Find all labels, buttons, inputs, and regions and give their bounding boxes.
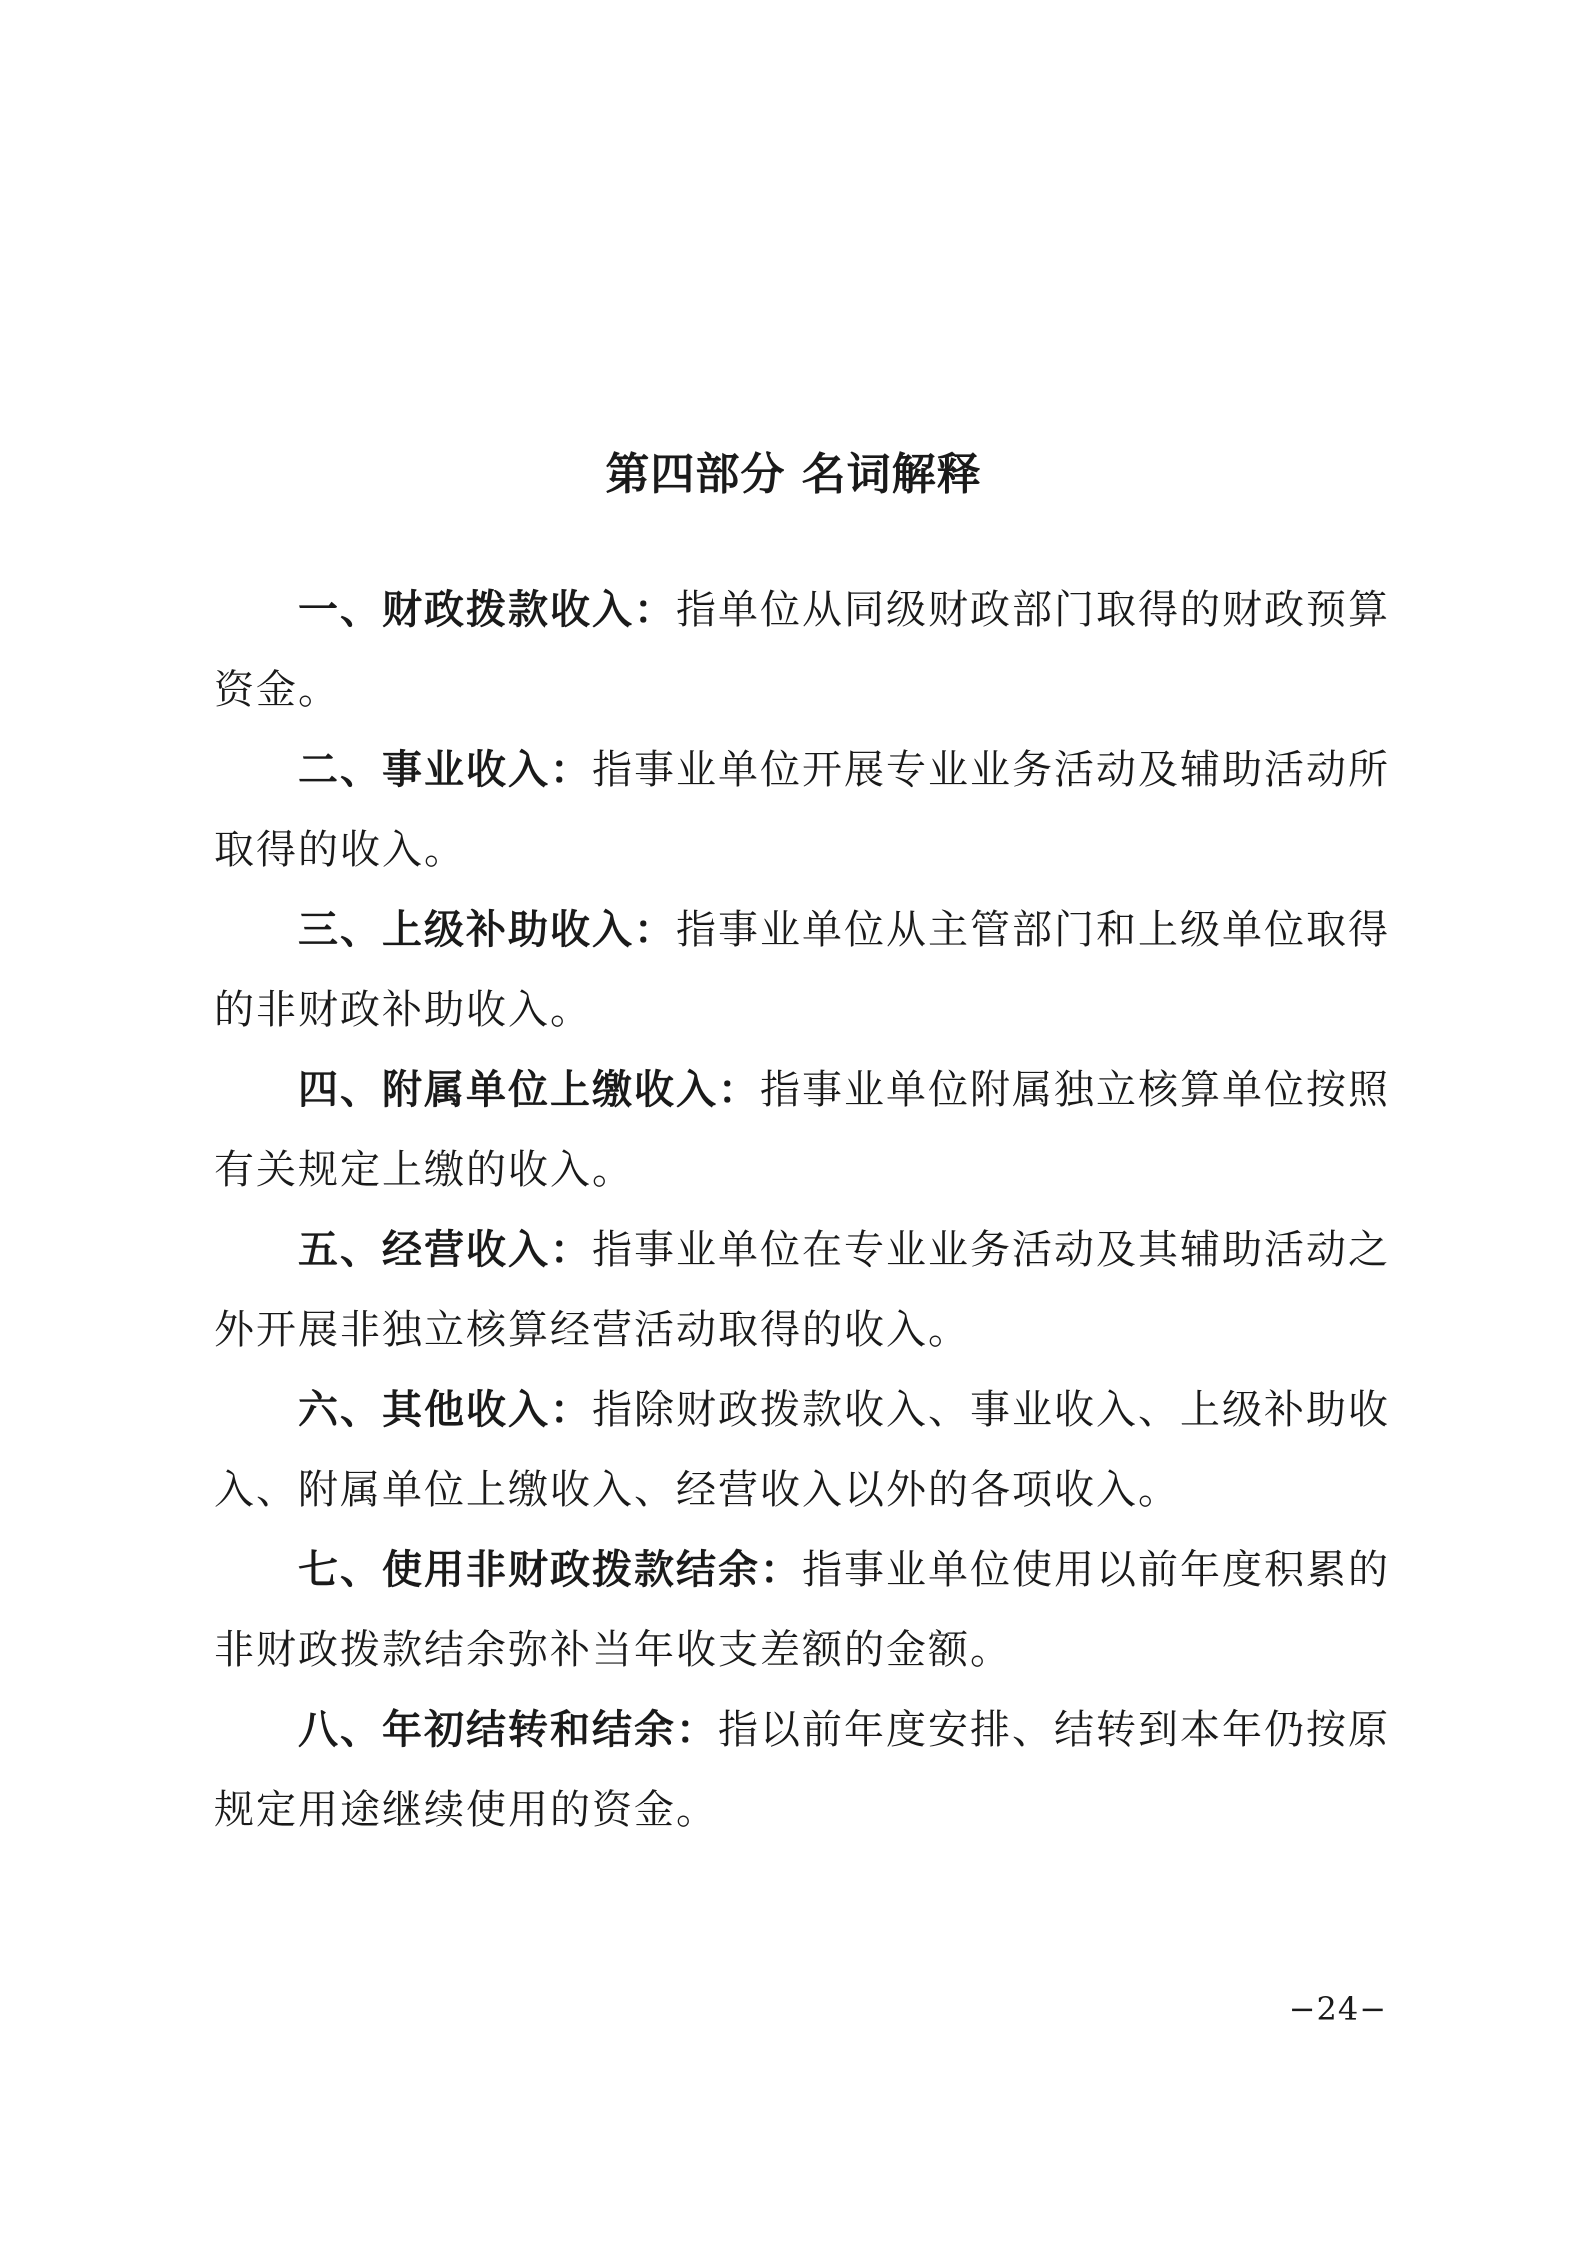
page-number: −24− bbox=[1288, 1990, 1387, 2028]
glossary-term: 一、财政拨款收入： bbox=[298, 587, 676, 633]
glossary-definition: 指单位从同级财政部门取得的财政预算资金。 bbox=[214, 587, 1390, 713]
glossary-definition: 指事业单位在专业业务活动及其辅助活动之外开展非独立核算经营活动取得的收入。 bbox=[214, 1227, 1390, 1353]
glossary-item bbox=[214, 1690, 1390, 1850]
glossary-definition: 指以前年度安排、结转到本年仍按原规定用途继续使用的资金。 bbox=[214, 1707, 1390, 1833]
glossary-term: 六、其他收入： bbox=[298, 1387, 592, 1433]
glossary-term: 四、附属单位上缴收入： bbox=[298, 1067, 760, 1113]
glossary-item bbox=[214, 1370, 1390, 1530]
glossary-term: 八、年初结转和结余： bbox=[298, 1707, 718, 1753]
glossary-item bbox=[214, 1530, 1390, 1690]
glossary-list bbox=[214, 570, 1390, 1850]
glossary-item bbox=[214, 890, 1390, 1050]
glossary-definition: 指事业单位开展专业业务活动及辅助活动所取得的收入。 bbox=[214, 747, 1390, 873]
glossary-item bbox=[214, 1210, 1390, 1370]
glossary-term: 五、经营收入： bbox=[298, 1227, 592, 1273]
glossary-definition: 指事业单位使用以前年度积累的非财政拨款结余弥补当年收支差额的金额。 bbox=[214, 1547, 1390, 1673]
glossary-item bbox=[214, 1050, 1390, 1210]
glossary-term: 二、事业收入： bbox=[298, 747, 592, 793]
glossary-definition: 指事业单位从主管部门和上级单位取得的非财政补助收入。 bbox=[214, 907, 1390, 1033]
glossary-definition: 指事业单位附属独立核算单位按照有关规定上缴的收入。 bbox=[214, 1067, 1390, 1193]
glossary-term: 七、使用非财政拨款结余： bbox=[298, 1547, 802, 1593]
glossary-term: 三、上级补助收入： bbox=[298, 907, 676, 953]
page-title: 第四部分 名词解释 bbox=[605, 449, 982, 500]
glossary-item bbox=[214, 570, 1390, 730]
glossary-definition: 指除财政拨款收入、事业收入、上级补助收入、附属单位上缴收入、经营收入以外的各项收入。 bbox=[214, 1387, 1390, 1513]
glossary-item bbox=[214, 730, 1390, 890]
